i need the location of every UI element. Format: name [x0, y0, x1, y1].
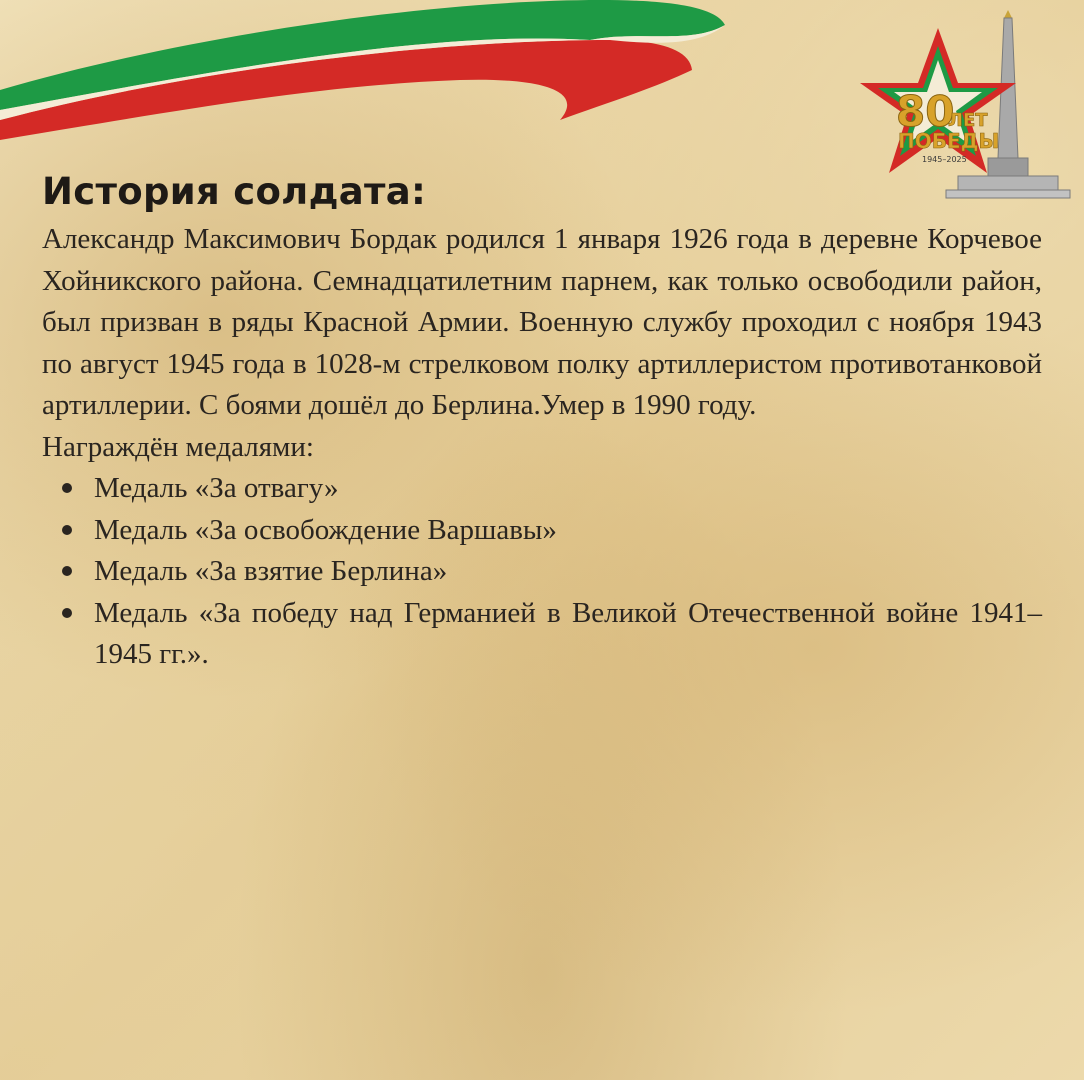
- list-item: [94, 551, 1042, 593]
- story-title: История солдата:: [42, 170, 427, 213]
- award-text: Медаль «За отвагу»: [94, 472, 339, 504]
- awards-label: Награждён медалями:: [42, 430, 314, 463]
- story-bio: Александр Максимович Бордак родился 1 января 1926 года в деревне Корчевое Хойникского района. Семнадцатилетним парнем, как только освободили район, был призван в ряды Красной Армии. Военную службу проходил с ноября 1943 по август 1945 года в 1028-м стрелковом полку артиллеристом противотанковой артиллерии. С боями дошёл до Берлина.Умер в 1990 году.: [42, 223, 1042, 421]
- list-item: [94, 593, 1042, 676]
- emblem-word-top: ЛЕТ: [948, 110, 988, 131]
- flag-ribbon-decoration: [0, 0, 740, 150]
- list-item: [94, 468, 1042, 510]
- bullet-icon: [62, 566, 72, 576]
- soldier-story: [42, 170, 1042, 676]
- award-text: Медаль «За победу над Германией в Великой Отечественной войне 1941–1945 гг.».: [94, 596, 1042, 670]
- list-item: [94, 510, 1042, 552]
- emblem-years: 1945–2025: [922, 155, 967, 164]
- bullet-icon: [62, 525, 72, 535]
- bullet-icon: [62, 483, 72, 493]
- awards-list: [42, 468, 1042, 676]
- award-text: Медаль «За освобождение Варшавы»: [94, 513, 557, 546]
- award-text: Медаль «За взятие Берлина»: [94, 555, 448, 587]
- emblem-number: 80: [896, 87, 955, 136]
- bullet-icon: [62, 608, 72, 618]
- emblem-word-bottom: ПОБЕДЫ: [898, 129, 1000, 153]
